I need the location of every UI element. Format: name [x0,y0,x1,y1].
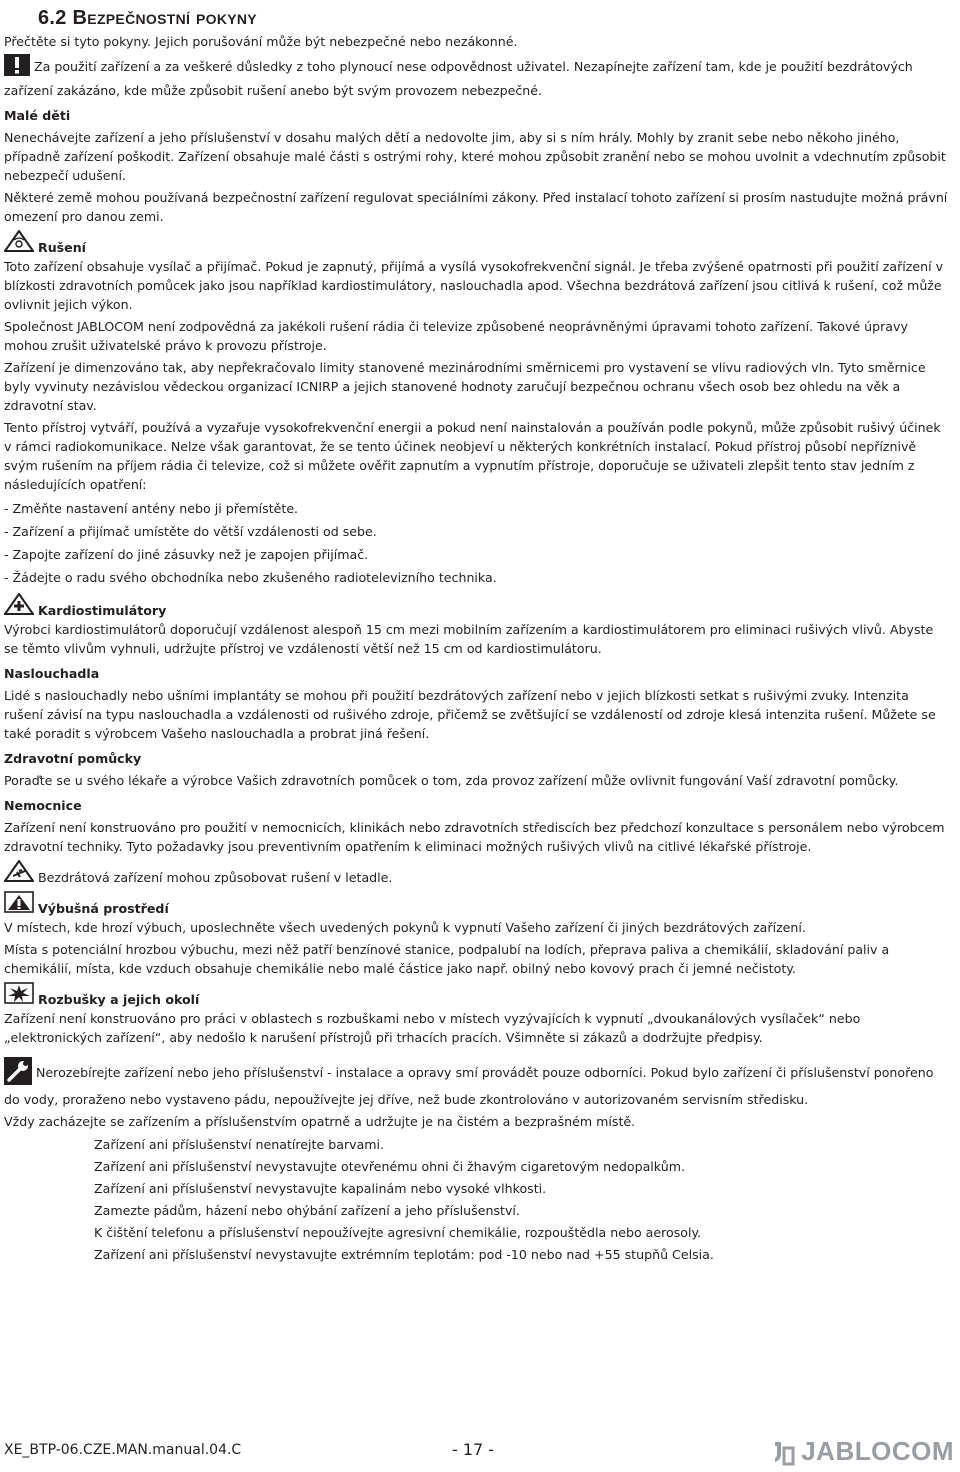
blasting-text: Zařízení není konstruováno pro práci v oblastech s rozbuškami nebo v místech vyzývajících k vypnutí „dvoukanálových vysílaček“ nebo „elektronických zařízení“, aby nedošlo k narušení přístrojů při trhacích pracích. Všimněte si zákazů a dodržujte předpisy. [4,1011,861,1045]
page-footer [4,1436,954,1464]
hearing-text: Lidé s naslouchadly nebo ušními implantáty se mohou při použití bezdrátových zařízení nebo v jejich blízkosti setkat s rušivými zvuky. Intenzita rušení závisí na typu naslouchadla a vzdálenosti od rušivého zdroje, přičemž se zvětšující se vzdáleností od zdroje klesá intenzita rušení. Můžete se také poradit s výrobcem Vašeho naslouchadla a probrat jiná řešení. [4,688,936,741]
warning-paragraph [4,54,948,100]
aircraft-warning-icon [4,860,34,887]
explosive-icon [4,891,34,918]
care-intro: Vždy zacházejte se zařízením a příslušenstvím opatrně a udržujte je na čistém a bezprašném místě. [4,1114,636,1129]
pacemaker-warning-icon [4,593,34,620]
pacemaker-heading [4,593,948,620]
aircraft-heading [4,860,948,887]
hospital-text: Zařízení není konstruováno pro použití v nemocnicích, klinikách nebo zdravotních střediscích bez předchozí konzultace s personálem nebo výrobcem zdravotní techniky. Tyto požadavky jsou preventivním opatřením k eliminaci možných rušivých vlivů na citlivé lékařské přístroje. [4,820,945,854]
list-item: - Žádejte o radu svého obchodníka nebo zkušeného radiotelevizního technika. [4,570,497,585]
interference-p2: Společnost JABLOCOM není zodpovědná za jakékoli rušení rádia či televize způsobené neoprávněnými úpravami tohoto zařízení. Takové úpravy mohou zrušit uživatelské právo k provozu přístroje. [4,319,908,353]
section-title: 6.2 Bezpečnostní pokyny [38,7,257,29]
medical-title: Zdravotní pomůcky [4,751,142,766]
brand-name: JABLOCOM [801,1436,954,1466]
interference-p3: Zařízení je dimenzováno tak, aby nepřekračovalo limity stanovené mezinárodními směrnicemi pro vystavení se vlivu radiových vln. Tyto směrnice byly vyvinuty nezávislou vědeckou organizací ICNIRP a jejich stanovené hodnoty zaručují bezpečnou ochranu všech osob bez ohledu na věk a zdravotní stav. [4,360,926,413]
law-text: Některé země mohou používaná bezpečnostní zařízení regulovat speciálními zákony. Před instalací tohoto zařízení si prosím nastudujte možná právní omezení pro danou zemi. [4,190,948,224]
interference-p4: Tento přístroj vytváří, používá a vyzařuje vysokofrekvenční energii a pokud není nainstalován a používán podle pokynů, může způsobit rušivý účinek v rámci radiokomunikace. Nelze však garantovat, že se tento účinek neobjeví u některých konkrétních instalací. Pokud přístroj působí nepříznivě svým rušením na příjem rádia či televize, což si můžete ověřit zapnutím a vypnutím přístroje, doporučuje se uživateli zlepšit tento stav jedním z následujících opatření: [4,420,941,492]
list-item: Zařízení ani příslušenství nevystavujte otevřenému ohni či žhavým cigaretovým nedopalkům. [94,1159,685,1174]
service-text: Nerozebírejte zařízení nebo jeho příslušenství - instalace a opravy smí provádět pouze odborníci. Pokud bylo zařízení či příslušenství ponořeno do vody, proraženo nebo vystaveno pádu, nepoužívejte jej dříve, než bude zkontrolováno v autorizovaném servisním středisku. [4,1065,934,1107]
list-item: Zařízení ani příslušenství nenatírejte barvami. [94,1137,385,1152]
blasting-icon [4,982,34,1009]
kids-text: Nenechávejte zařízení a jeho příslušenství v dosahu malých dětí a nedovolte jim, aby si s ním hrály. Mohly by zranit sebe nebo někoho jiného, případně zařízení poškodit. Zařízení obsahuje malé části s ostrými rohy, které mohou způsobit zranění nebo se mohou uvolnit a vdechnutím způsobit nebezpečí udušení. [4,130,946,183]
document-id: XE_BTP-06.CZE.MAN.manual.04.C [4,1442,242,1458]
warning-icon [4,54,30,81]
list-item: - Zapojte zařízení do jiné zásuvky než je zapojen přijímač. [4,547,369,562]
service-paragraph [4,1057,948,1109]
list-item: Zamezte pádům, házení nebo ohýbání zařízení a jeho příslušenství. [94,1203,520,1218]
list-item: - Zařízení a přijímač umístěte do větší vzdálenosti od sebe. [4,524,377,539]
interference-icon [4,230,34,257]
blasting-title: Rozbušky a jejich okolí [38,992,200,1007]
interference-heading [4,230,948,257]
interference-title: Rušení [38,240,86,255]
document-page [4,6,948,1266]
medical-text: Poraďte se u svého lékaře a výrobce Vašich zdravotních pomůcek o tom, zda provoz zařízení může ovlivnit fungování Vaší zdravotní pomůcky. [4,773,899,788]
brand-mark-icon [771,1440,797,1466]
warning-text: Za použití zařízení a za veškeré důsledky z toho plynoucí nese odpovědnost uživatel. Nezapínejte zařízení tam, kde je použití bezdrátových zařízení zakázáno, kde může způsobit rušení anebo být svým provozem nebezpečné. [4,59,913,98]
pacemaker-text: Výrobci kardiostimulátorů doporučují vzdálenost alespoň 15 cm mezi mobilním zařízením a kardiostimulátorem pro eliminaci rušivých vlivů. Abyste se těmto vlivům vyhnuli, udržujte přístroj ve vzdálenosti větší než 15 cm od kardiostimulátoru. [4,622,934,656]
intro-text: Přečtěte si tyto pokyny. Jejich porušování může být nebezpečné nebo nezákonné. [4,34,518,49]
brand-logo [771,1436,954,1467]
kids-title: Malé děti [4,108,71,123]
page-number: - 17 - [452,1440,495,1459]
measures-list [4,497,948,589]
list-item: - Změňte nastavení antény nebo ji přemístěte. [4,501,299,516]
interference-p1: Toto zařízení obsahuje vysílač a přijímač. Pokud je zapnutý, přijímá a vysílá vysokofrekvenční signál. Je třeba zvýšené opatrnosti při použití zařízení v blízkosti zdravotních pomůcek jako jsou například kardiostimulátory, naslouchadla apod. Všechna bezdrátová zařízení jsou citlivá k rušení, což může ovlivnit jejich výkon. [4,259,944,312]
list-item: K čištění telefonu a příslušenství nepoužívejte agresivní chemikálie, rozpouštědla nebo aerosoly. [94,1225,702,1240]
list-item: Zařízení ani příslušenství nevystavujte extrémním teplotám: pod -10 nebo nad +55 stupňů Celsia. [94,1247,714,1262]
hospital-title: Nemocnice [4,798,82,813]
explosive-heading [4,891,948,918]
aircraft-text: Bezdrátová zařízení mohou způsobovat rušení v letadle. [38,870,393,885]
explosive-p2: Místa s potenciální hrozbou výbuchu, mezi něž patří benzínové stanice, podpalubí na lodích, přeprava paliva a chemikálií, skladování paliv a chemikálií, místa, kde vzduch obsahuje chemikálie nebo malé částice jako např. obilný nebo kovový prach či jemné nečistoty. [4,942,890,976]
hearing-title: Naslouchadla [4,666,100,681]
pacemaker-title: Kardiostimulátory [38,603,167,618]
blasting-heading [4,982,948,1009]
care-list [94,1134,948,1266]
list-item: Zařízení ani příslušenství nevystavujte kapalinám nebo vysoké vlhkosti. [94,1181,547,1196]
explosive-p1: V místech, kde hrozí výbuch, uposlechněte všech uvedených pokynů k vypnutí Vašeho zařízení či jiných bezdrátových zařízení. [4,920,806,935]
explosive-title: Výbušná prostředí [38,901,169,916]
wrench-icon [4,1057,32,1090]
